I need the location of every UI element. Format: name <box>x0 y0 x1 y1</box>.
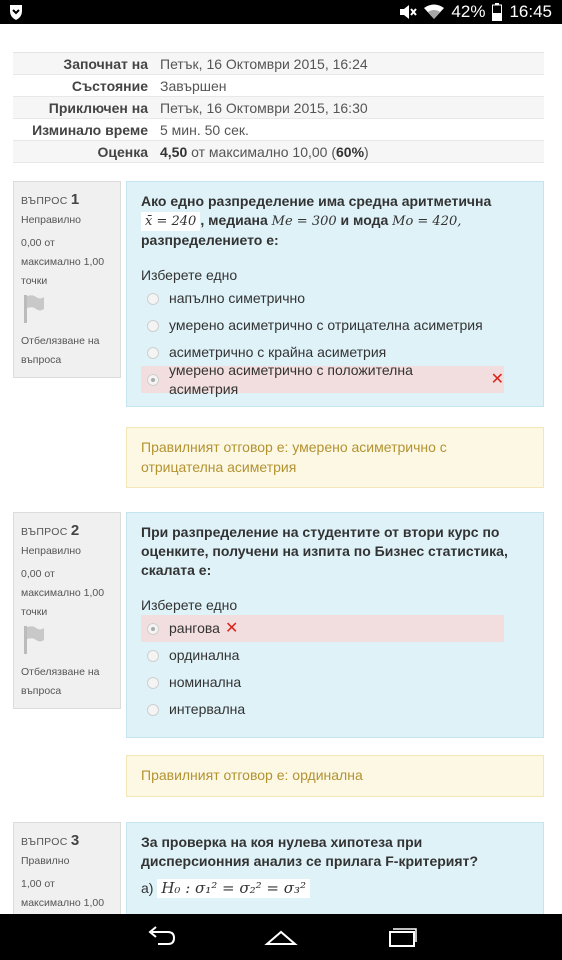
question-text <box>141 192 529 250</box>
app-shield-icon <box>8 3 24 21</box>
question-text-part: Ако едно разпределение има средна аритметична <box>141 193 492 209</box>
radio-button[interactable] <box>147 650 159 662</box>
summary-label: Оценка <box>97 143 148 160</box>
radio-button[interactable] <box>147 320 159 332</box>
median-formula: Me = 300 <box>271 214 337 229</box>
wifi-icon <box>424 4 444 20</box>
summary-label: Започнат на <box>63 55 148 72</box>
question-mark: 0,00 от максимално 1,00 точки <box>21 237 105 287</box>
question-info <box>13 181 121 378</box>
question-num: 2 <box>70 522 80 539</box>
radio-button-checked[interactable] <box>147 374 159 386</box>
summary-row-grade <box>13 141 544 163</box>
question-label: ВЪПРОС <box>21 195 68 207</box>
question-info <box>13 512 121 709</box>
question-text-part: и мода <box>336 212 393 228</box>
page-content <box>0 24 562 914</box>
question-state: Неправилно <box>21 214 81 226</box>
summary-label: Приключен на <box>48 99 148 116</box>
answer-option[interactable] <box>141 696 529 723</box>
back-icon[interactable] <box>144 924 178 950</box>
grade-suffix: от максимално 10,00 ( <box>187 143 337 160</box>
status-bar <box>0 0 562 24</box>
summary-value: Петък, 16 Октомври 2015, 16:24 <box>160 55 368 72</box>
correct-answer-feedback: Правилният отговор е: умерено асиметрично с отрицателна асиметрия <box>126 427 544 488</box>
option-label: ординална <box>169 647 240 663</box>
option-label: умерено асиметрично с отрицателна асиметрия <box>169 317 483 333</box>
summary-value: Завършен <box>160 77 227 94</box>
answer-prompt: Изберете едно <box>141 597 238 613</box>
question-state: Неправилно <box>21 545 81 557</box>
navigation-bar <box>0 914 562 960</box>
question-text-part: разпределението е: <box>141 232 279 248</box>
answer-option[interactable] <box>141 642 529 669</box>
question-number <box>21 521 113 542</box>
home-icon[interactable] <box>264 924 298 950</box>
flag-icon[interactable] <box>23 294 45 324</box>
answer-option[interactable] <box>141 285 529 312</box>
flag-icon[interactable] <box>23 625 45 655</box>
question-text-part: , медиана <box>200 212 272 228</box>
correct-answer-feedback: Правилният отговор е: ординална <box>126 755 544 797</box>
answer-option-selected-wrong[interactable] <box>141 361 504 397</box>
option-label: умерено асиметрично с положителна асиметрия <box>169 361 413 397</box>
summary-row-time-taken <box>13 119 544 141</box>
question-state: Правилно <box>21 855 70 867</box>
question-text: При разпределение на студентите от втори курс по оценките, получени на изпита по Бизнес статистика, скалата е: <box>141 524 508 578</box>
summary-value: Петък, 16 Октомври 2015, 16:30 <box>160 99 368 116</box>
option-label: номинална <box>169 674 242 690</box>
option-label: рангова <box>169 620 220 636</box>
incorrect-icon: ✕ <box>224 620 239 637</box>
summary-label: Състояние <box>71 77 148 94</box>
battery-percent: 42% <box>451 2 486 21</box>
question-content <box>126 822 544 914</box>
question-content <box>126 512 544 738</box>
battery-icon <box>492 3 502 21</box>
question-text: За проверка на коя нулева хипотеза при дисперсионния анализ се прилага F-критерият? <box>141 834 478 869</box>
summary-row-state <box>13 75 544 97</box>
summary-row-started <box>13 53 544 75</box>
radio-button[interactable] <box>147 704 159 716</box>
clock: 16:45 <box>509 2 552 21</box>
hypothesis-formula: H₀ : σ₁² = σ₂² = σ₃² <box>157 879 310 898</box>
flag-question-link[interactable]: Отбелязване на въпроса <box>21 666 100 697</box>
radio-button[interactable] <box>147 293 159 305</box>
incorrect-icon: ✕ <box>490 371 504 388</box>
summary-row-completed <box>13 97 544 119</box>
grade-value: 4,50 <box>160 143 188 160</box>
question-num: 1 <box>70 191 80 208</box>
recent-apps-icon[interactable] <box>384 924 418 950</box>
summary-value: 5 мин. 50 сек. <box>160 121 249 138</box>
question-content <box>126 181 544 407</box>
grade-close: ) <box>364 143 369 160</box>
answer-option[interactable] <box>141 312 529 339</box>
radio-button[interactable] <box>147 347 159 359</box>
summary-label: Изминало време <box>32 121 148 138</box>
question-info <box>13 822 121 914</box>
question-mark: 1,00 от максимално 1,00 <box>21 878 105 909</box>
answer-prompt: Изберете едно <box>141 267 238 283</box>
mode-formula: Mo = 420, <box>392 214 462 229</box>
question-mark: 0,00 от максимално 1,00 точки <box>21 568 105 618</box>
question-number <box>21 831 113 852</box>
radio-button[interactable] <box>147 677 159 689</box>
summary-value <box>160 144 369 160</box>
question-num: 3 <box>70 832 80 849</box>
mean-formula: x̄ = 240 <box>141 212 200 231</box>
option-label: асиметрично с крайна асиметрия <box>169 344 387 360</box>
answer-option[interactable] <box>141 879 529 898</box>
question-label: ВЪПРОС <box>21 526 68 538</box>
radio-button-checked[interactable] <box>147 623 159 635</box>
option-label: напълно симетрично <box>169 290 306 306</box>
question-number <box>21 190 113 211</box>
option-prefix: а) <box>141 880 154 896</box>
grade-percent: 60% <box>336 143 365 160</box>
flag-question-link[interactable]: Отбелязване на въпроса <box>21 335 100 366</box>
question-label: ВЪПРОС <box>21 836 68 848</box>
option-label: интервална <box>169 701 246 717</box>
answer-option-selected-wrong[interactable] <box>141 615 504 642</box>
mute-icon <box>399 4 417 20</box>
attempt-summary-table <box>13 52 544 163</box>
answer-option[interactable] <box>141 669 529 696</box>
